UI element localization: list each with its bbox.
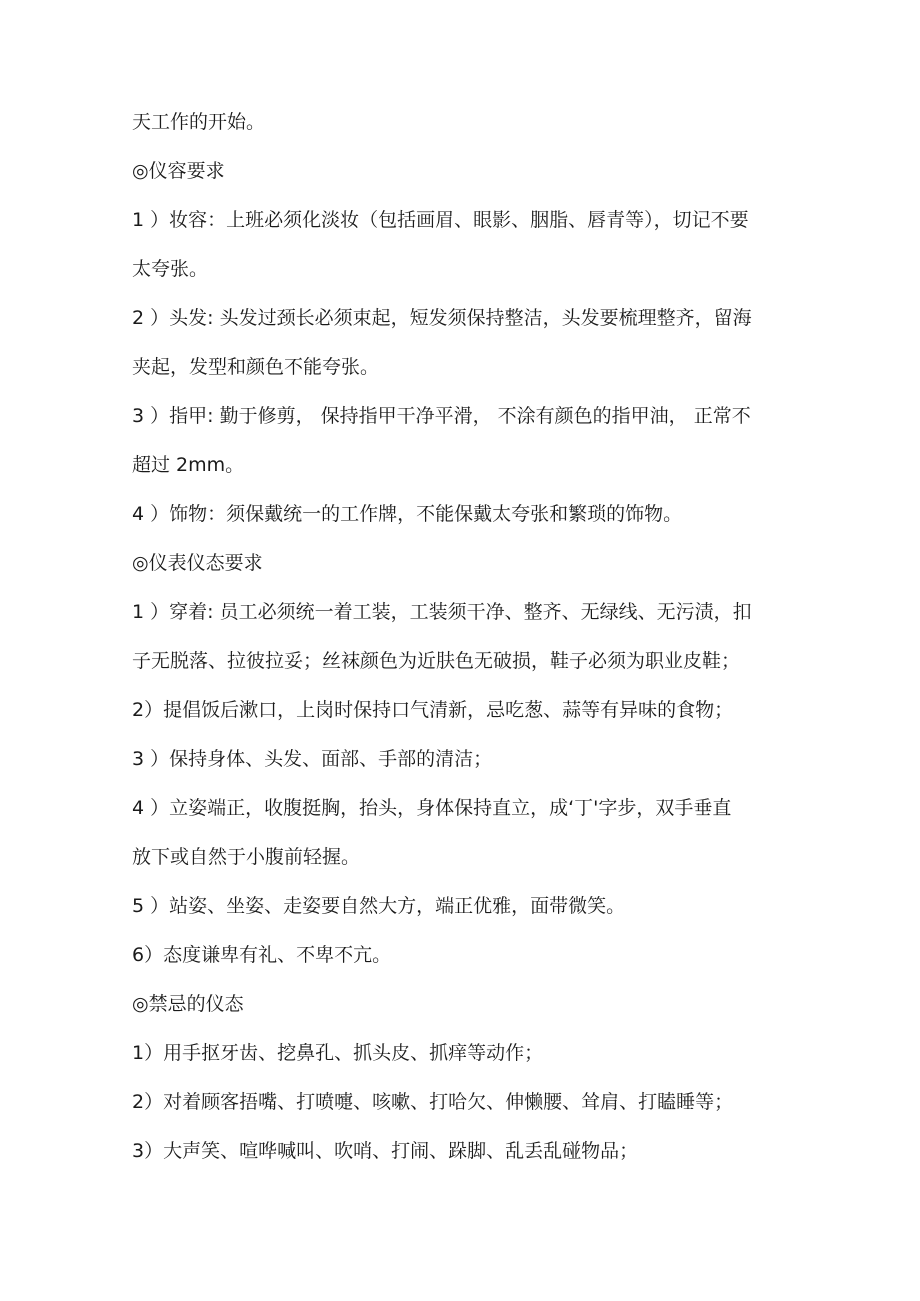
text-line-makeup: 1 ）妆容：上班必须化淡妆（包括画眉、眼影、胭脂、唇青等），切记不要 (132, 209, 749, 231)
text-line-attire: 1 ）穿着: 员工必须统一着工装，工装须干净、整齐、无绿线、无污渍，扣 (132, 601, 752, 623)
text-line-posture: 5 ）站姿、坐姿、走姿要自然大方，端正优雅，面带微笑。 (132, 895, 626, 917)
section-heading-demeanor: ◎仪表仪态要求 (132, 552, 263, 574)
text-line-hair: 2 ）头发: 头发过颈长必须束起，短发须保持整洁，头发要梳理整齐，留海 (132, 307, 752, 329)
text-line-cleanliness: 3 ）保持身体、头发、面部、手部的清洁； (132, 748, 493, 770)
text-line-taboo-2: 2）对着顾客捂嘴、打喷嚏、咳嗽、打哈欠、伸懒腰、耸肩、打瞌睡等； (132, 1091, 734, 1113)
text-line-attire-cont: 子无脱落、拉彼拉妥；丝袜颜色为近肤色无破损，鞋子必须为职业皮鞋； (132, 650, 741, 672)
text-line-accessories: 4 ）饰物：须保戴统一的工作牌，不能保戴太夸张和繁琐的饰物。 (132, 503, 683, 525)
text-line-nails: 3 ）指甲: 勤于修剪， 保持指甲干净平滑， 不涂有颜色的指甲油， 正常不 (132, 405, 751, 427)
text-line-breath: 2）提倡饭后漱口，上岗时保持口气清新，忌吃葱、蒜等有异味的食物； (132, 699, 734, 721)
section-heading-appearance: ◎仪容要求 (132, 160, 225, 182)
section-heading-taboo: ◎禁忌的仪态 (132, 993, 244, 1015)
text-line-makeup-cont: 太夸张。 (132, 258, 209, 280)
text-line-taboo-3: 3）大声笑、喧哗喊叫、吹哨、打闹、跺脚、乱丢乱碰物品； (132, 1140, 639, 1162)
text-line-taboo-1: 1）用手抠牙齿、挖鼻孔、抓头皮、抓痒等动作； (132, 1042, 544, 1064)
text-line-nails-cont: 超过 2mm。 (132, 454, 245, 476)
text-line-standing-cont: 放下或自然于小腹前轻握。 (132, 846, 361, 868)
text-line-hair-cont: 夹起，发型和颜色不能夸张。 (132, 356, 380, 378)
text-line-continuation: 天工作的开始。 (132, 111, 266, 133)
document-body (132, 110, 797, 1163)
text-line-standing: 4 ）立姿端正，收腹挺胸，抬头，身体保持直立，成‘丁'字步，双手垂直 (132, 797, 732, 819)
text-line-attitude: 6）态度谦卑有礼、不卑不亢。 (132, 944, 392, 966)
